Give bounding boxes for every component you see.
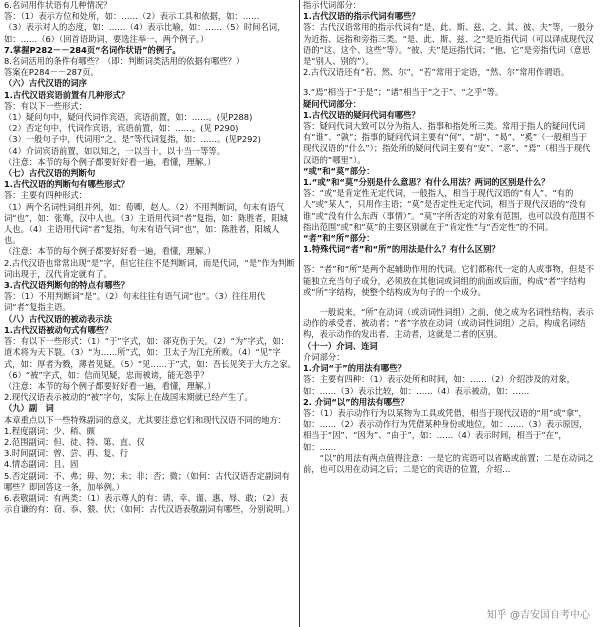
right-line-2: 答：古代汉语常用的指示代词有“是、此、斯、兹、之、其、彼、夫”等，一般分为近指、远指和旁指三类。“是、此、斯、兹、之”是近指代词（可以译成现代汉语的“这、这个、这些”等）。“彼、夫”是远指代词；“他、它”是旁指代词（意思是“别人、别的”）。 (303, 22, 594, 67)
left-line-2: （3）表示对人的态度，如：……（4）表示比喻，如：……（5）时间名词，如：……（6）（回首语助词，要选注举一、两个例子。） (4, 22, 286, 44)
right-column (300, 0, 598, 627)
right-line-17: 一般说来，“所”在动词（或动词性词组）之前，使之成为名词性结构，表示动作的承受者、被动者；“者”字放在动词（或动词性词组）之后，构成名词结构，表示动作的发出者、主动者，这就是二者的区别。 (303, 307, 594, 340)
right-line-23: 答：（1）表示动作行为以某物为工具或凭借，相当于现代汉语的“用”或“拿”，如：……（2）表示动作行为凭借某种身份或地位，如：……（3）表示原因，相当于“因”、“因为”、“由于”，如：……（4）表示时间，相当于“在”，如：…… (303, 407, 588, 452)
left-line-26: 2.现代汉语表示被动的“被”字句，实际上在战国末期就已经产生了。 (4, 392, 253, 403)
left-line-20: 3.古代汉语判断句的特点有哪些？ (4, 280, 130, 291)
right-line-5: 3.“焉”相当于“于是”；“诸”相当于“之于”、“之乎”等。 (303, 87, 504, 98)
right-line-15: 答：“者”和“所”是两个起辅助作用的代词。它们都称代一定的人或事物，但是不能独立充当句子成分，必须放在其他词或词组的前面或后面，构成“者”字结构或“所”字结构，使整个结构成为句子的一个成分。 (303, 264, 594, 297)
left-line-31: 3.时间副词：曾、尝、再、复、行 (4, 448, 129, 459)
left-line-32: 4.情态副词：且、固 (4, 459, 79, 470)
left-line-23: 1.古代汉语被动句式有哪些？ (4, 324, 113, 335)
left-line-6: （六）古代汉语的词序 (4, 78, 87, 89)
left-line-25: （注意：本节的每个例子都要好好看一遍，看懂，理解。） (4, 380, 216, 391)
left-line-9: （1）疑问句中，疑问代词作宾语，宾语前置，如：……。(见P288) (4, 112, 253, 123)
left-line-11: （3）一般句子中，代词用“之、是”等代词复指，如：……。(见P292) (4, 134, 261, 145)
left-line-27: （九）副 词 (4, 403, 54, 414)
right-line-14 (303, 255, 595, 264)
left-line-4: 8.名词活用的条件有哪些？（即：判断词类活用的依据有哪些？） (4, 56, 245, 67)
right-line-7: 1.古代汉语的疑问代词有哪些？ (303, 109, 420, 120)
left-line-34: 6.表敬副词：有两类：（1）表示尊人的有：请、幸、谨、惠、辱、敢；（2）表示自谦的有：窃、忝、猥、伏；（如何：古代汉语表敬副词有哪些，分别说明。） (4, 492, 295, 515)
left-line-12: （4）介词宾语前置，如以知之，一以当十，以十当一等等。 (4, 145, 225, 156)
right-line-11: 答：“或”是肯定性无定代词，一般指人，相当于现代汉语的“有人”、“有的人”或“某人”，只用作主语；“莫”是否定性无定代词，相当于现代汉语的“没有谁”或“没有什么东西（事情）”。“莫”字所否定的对象有范围，也可以没有范围不指出范围“或”和“莫”的主要区别就在于“肯定性”与“否定性”的不同。 (303, 188, 595, 232)
left-line-22: （八）古代汉语的被动表示法 (4, 313, 112, 324)
left-line-17: （1）两个名词性词组并列，如：荀卿，赵人。（2）不用判断词，句末有语气词“也”，如：张骞，汉中人也。（3）主语用代词“者”复指，如：陈胜者，阳城人也。（4）主语用代词“者”复指，句末有语气词“也”，如：陈胜者，阳城人也。 (4, 201, 288, 246)
left-line-29: 1.程度副词：少、稍、颇 (4, 425, 95, 436)
left-line-30: 2.范围副词：但、徒、特、第、直、仅 (4, 436, 145, 447)
right-line-21: 答：主要有四种：（1）表示处所和时间，如：……（2）介绍涉及的对象，如：……（3）表示比较，如：……（4）表示被动，如：…… (303, 374, 575, 396)
left-line-24: 答：有以下一些形式：（1）“于”字式，如：郤克伤于矢。（2）“为”字式，如：道术将为天下裂。（3）“为……所”式，如：卫太子为江充所败。（4）“见”字式，如：厚者为戮，薄者见疑。（5）“见……于”式，如：吾长见笑于大方之家。（6）“被”字式，如：信而见疑，忠而被谤，能无怨乎？ (4, 336, 296, 380)
left-line-19: 2.古代汉语也常常出现“是”字，但它往往不是判断词，而是代词，“是”作为判断词出现于，汉代肯定就有了。 (4, 257, 295, 279)
right-line-22: 2. 介词“以”的用法有哪些？ (303, 396, 409, 407)
left-line-3: 7.掌握P282－－284页“名词作状语”的例子。 (4, 44, 181, 55)
left-line-5: 答案在P284－－287页。 (4, 67, 99, 78)
left-line-13: （注意：本节的每个例子都要好好看一遍，看懂，理解。） (4, 156, 216, 167)
right-line-19: 介词部分： (303, 351, 345, 362)
left-line-10: （2）否定句中，代词作宾语，宾语前置，如：……。(见 P290) (4, 123, 239, 134)
left-line-1: 答：（1）表示方位和处所，如：……（2）表示工具和依据，如：…… (4, 11, 260, 22)
left-line-8: 答：有以下一些形式： (4, 100, 87, 111)
right-line-10: 1.“或”和“莫”分别是什么意思？有什么用法？两词的区别是什么？ (303, 177, 550, 188)
left-line-33: 5.否定副词：不、弗；毋、勿；未；非；否；微；（如何：古代汉语否定副词有哪些？即回答这一条，加举例。） (4, 470, 290, 492)
left-line-7: 1.古代汉语宾语前置有几种形式？ (4, 89, 130, 100)
left-line-15: 1.古代汉语的判断句有哪些形式？ (4, 179, 130, 190)
right-line-9: “或”和“莫”部分： (303, 165, 375, 176)
left-column (2, 0, 298, 627)
right-line-8: 答：疑问代词大致可以分为指人、指事和指处所三类。常用于指人的疑问代词有“谁”、“孰”；指事的疑问代词主要有“何”、“胡”、“曷”、“奚”（一般相当于现代汉语的“什么”）；指处所的疑问代词主要有“安”、“恶”、“焉”（相当于现代汉语的“哪里”）。 (303, 121, 591, 165)
left-line-0: 6.名词用作状语有几种情况？ (4, 0, 112, 10)
left-line-21: 答：（1）不用判断词“是”。（2）句末往往有语气词“也”。（3）往往用代词“者”复指主语。 (4, 291, 266, 313)
left-line-18: （注意：本节的每个例子都要好好看一遍，看懂，理解。） (4, 246, 216, 257)
right-line-1: 1.古代汉语的指示代词有哪些？ (303, 11, 420, 22)
right-line-0: 指示代词部分： (303, 0, 362, 10)
watermark: 知乎 @吉安国自考中心 (485, 606, 592, 621)
right-line-12: “者”和“所”部分： (303, 233, 375, 244)
right-line-20: 1.介词“于”的用法有哪些？ (303, 363, 406, 374)
left-line-14: （七）古代汉语的判断句 (4, 168, 96, 179)
right-line-6: 疑问代词部分： (303, 98, 362, 109)
right-line-13: 1.特殊代词“者”和“所”的用法是什么？有什么区别？ (303, 244, 500, 255)
right-line-18: （十一）介词、连词 (303, 340, 378, 351)
left-line-16: 答：主要有四种形式： (4, 190, 87, 201)
right-line-4 (303, 78, 595, 87)
right-line-3: 2.古代汉语还有“若、然、尔”，“若”常用于定语，“然、尔”常用作谓语。 (303, 67, 570, 78)
left-line-28: 本章重点以下一些特殊副词的意义，尤其要注意它们和现代汉语不同的地方： (4, 414, 287, 425)
right-line-16 (303, 298, 595, 307)
right-line-24: “以”的用法有两点值得注意：一是它的宾语可以省略或前置；二是在动词之前，也可以用在动词之后；二是它的宾语的位置，介绍… (303, 452, 594, 474)
